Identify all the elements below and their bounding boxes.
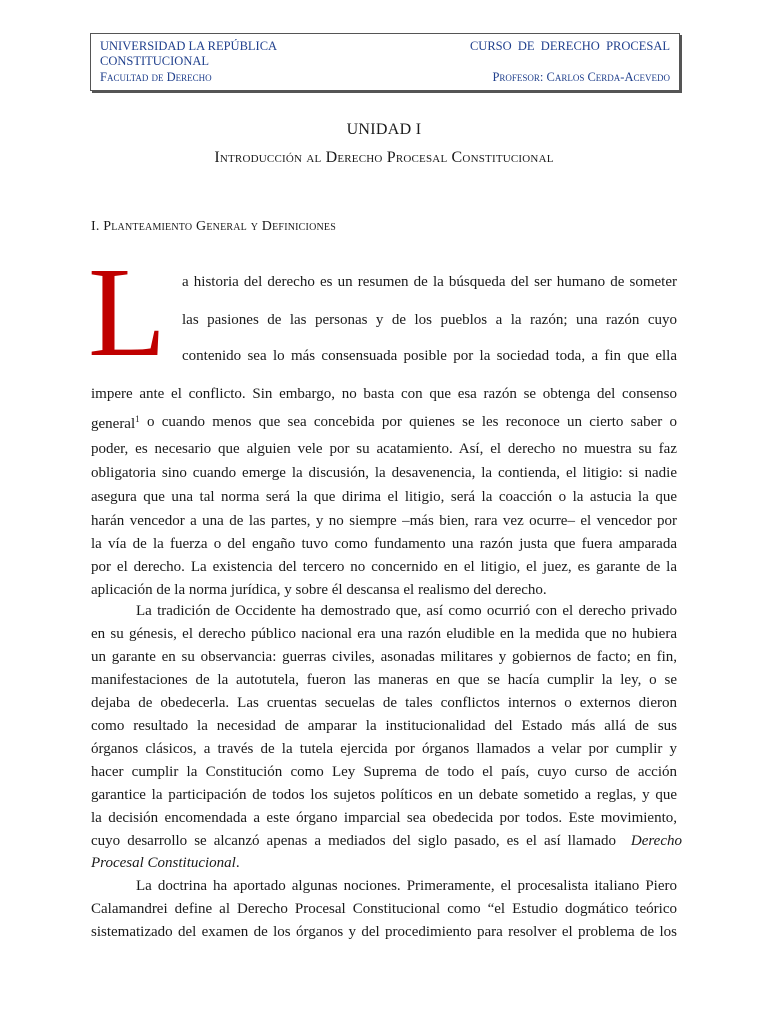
paragraph-line: un garante en su observancia: guerras civiles, asonadas militares y gobiernos de facto; en fin, — [91, 649, 677, 665]
course-name: CURSO DE DERECHO PROCESAL — [469, 39, 670, 53]
paragraph-line: las pasiones de las personas y de los pueblos a la razón; una razón cuyo — [182, 312, 677, 328]
university-line-2: CONSTITUCIONAL — [100, 54, 210, 68]
paragraph-line: la decisión encomendada a este órgano imparcial sea obedecida por todos. Este movimiento, — [91, 810, 677, 826]
paragraph-line: o cuando menos que sea concebida por quienes se les reconoce un cierto saber o — [147, 414, 677, 430]
paragraph-line: aplicación de la norma jurídica, y sobre él descansa el realismo del derecho. — [91, 582, 547, 598]
italic-term-part-1 — [622, 833, 682, 850]
paragraph-line: harán vencedor a una de las partes, y no siempre –más bien, rara vez ocurre– el vencedor por — [91, 513, 677, 529]
paragraph-line: La doctrina ha aportado algunas nociones. Primeramente, el procesalista italiano Piero — [136, 878, 677, 894]
section-title: I. Planteamiento General y Definiciones — [91, 219, 336, 234]
paragraph-line: garantice la participación de todos los sujetos políticos en un debate sometido a reglas, y que — [91, 787, 677, 803]
paragraph-line: Calamandrei define al Derecho Procesal Constitucional como “el Estudio dogmático teórico — [91, 901, 677, 917]
footnote-mark: 1 — [135, 414, 140, 424]
paragraph-line: poder, es necesario que alguien vele por su acatamiento. Así, el derecho no muestra su faz — [91, 441, 677, 457]
paragraph-line: hacer cumplir la Constitución como Ley Suprema de todo el país, cuyo curso de acción — [91, 764, 677, 780]
paragraph-line: manifestaciones de la autotutela, fueron las maneras en que se hacía cumplir la ley, o se — [91, 672, 677, 688]
period: . — [235, 855, 240, 871]
paragraph-line: asegura que una tal norma será la que dirima el litigio, será la coacción o la astucia la que — [91, 489, 677, 505]
drop-cap-letter: L — [88, 241, 167, 383]
italic-term-part-2 — [91, 855, 677, 872]
paragraph-line: La tradición de Occidente ha demostrado que, así como ocurrió con el derecho privado — [136, 603, 677, 619]
general-word — [91, 414, 151, 433]
paragraph-line: obligatoria sino cuando emerge la discusión, la desavenencia, la contienda, el litigio: si nadie — [91, 465, 677, 481]
document-header — [90, 33, 680, 91]
paragraph-line: impere ante el conflicto. Sin embargo, no basta con que esa razón se obtenga del consenso — [91, 386, 677, 402]
paragraph-line: la vía de la fuerza o del engaño tuvo como fundamento una razón justa que fuera amparada — [91, 536, 677, 552]
unit-subtitle: Introducción al Derecho Procesal Constitucional — [214, 149, 554, 166]
paragraph-line: a historia del derecho es un resumen de la búsqueda del ser humano de someter — [182, 274, 677, 290]
paragraph-line: contenido sea lo más consensuada posible por la sociedad toda, a fin que ella — [182, 348, 677, 364]
university-line-1: UNIVERSIDAD LA REPÚBLICA — [100, 39, 278, 53]
paragraph-line: sistematizado del examen de los órganos y del procedimiento para resolver el problema de los — [91, 924, 677, 940]
general-text: general — [91, 416, 136, 432]
paragraph-line: por el derecho. La existencia del tercero no concernido en el litigio, el juez, es garante de la — [91, 559, 677, 575]
professor-name: Profesor: Carlos Cerda-Acevedo — [492, 70, 670, 84]
paragraph-line: en su génesis, el derecho público nacional era una razón eludible en la medida que no hubiera — [91, 626, 677, 642]
university-name — [100, 39, 277, 69]
paragraph-line: dejaba de obedecerla. Las cruentas secuelas de tales conflictos internos o externos dieron — [91, 695, 677, 711]
paragraph-line: cuyo desarrollo se alcanzó apenas a mediados del siglo pasado, es el así llamado — [91, 833, 616, 849]
italic-term: Procesal Constitucional — [91, 855, 236, 871]
unit-title: UNIDAD I — [346, 121, 422, 138]
paragraph-line: órganos clásicos, a través de la tutela ejercida por órganos llamados a velar por cumplir y — [91, 741, 677, 757]
paragraph-line: como resultado la necesidad de amparar la institucionalidad del Estado más allá de sus — [91, 718, 677, 734]
italic-term: Derecho — [630, 833, 682, 849]
faculty-name: Facultad de Derecho — [100, 70, 212, 84]
